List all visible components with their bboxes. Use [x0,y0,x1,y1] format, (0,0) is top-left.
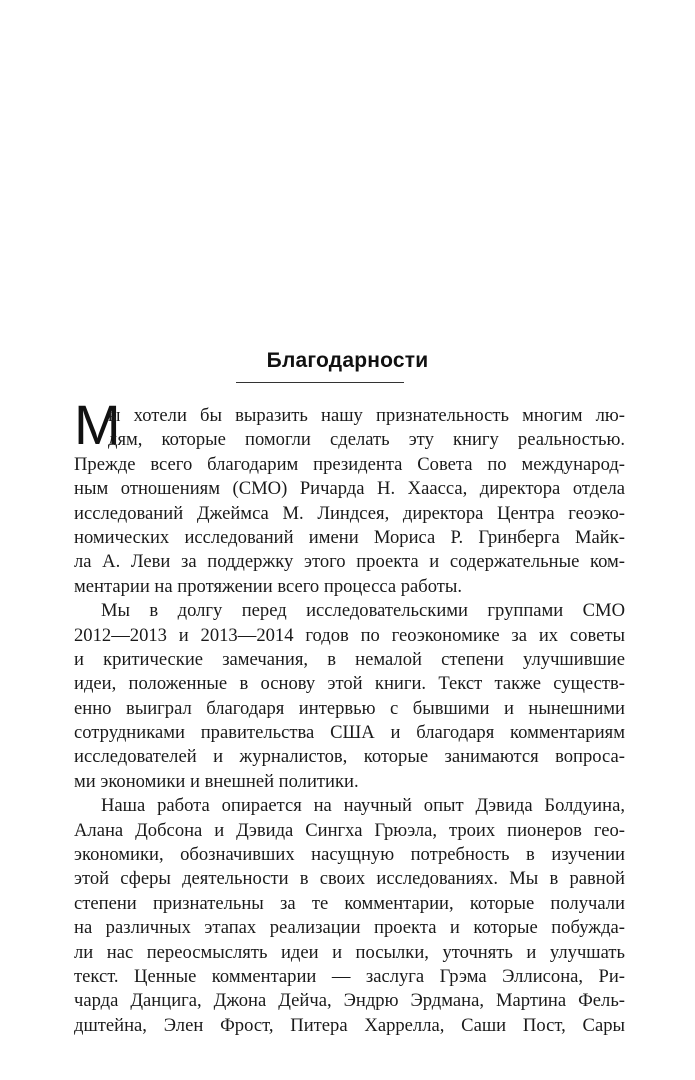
text-line: сотрудниками правительства США и благодаря комментариям [74,722,625,744]
text-line: Прежде всего благодарим президента Совета по международ- [74,453,625,475]
text-line: на различных этапах реализации проекта и которые побужда- [74,917,625,939]
text-line: Наша работа опирается на научный опыт Дэвида Болдуина, [101,795,625,817]
text-line: идеи, положенные в основу этой книги. Текст также существ- [74,673,625,695]
heading-underline [236,382,404,383]
text-line: Мы в долгу перед исследовательскими группами СМО [101,600,625,622]
text-line: дштейна, Элен Фрост, Питера Харрелла, Саши Пост, Сары [74,1014,625,1036]
text-line: текст. Ценные комментарии — заслуга Грэма Эллисона, Ри- [74,965,625,987]
text-line: ным отношениям (СМО) Ричарда Н. Хаасса, директора отдела [74,478,625,500]
text-line: номических исследований имени Мориса Р. Гринберга Майк- [74,526,625,548]
text-line: дям, которые помогли сделать эту книгу реальностью. [108,429,625,451]
text-line: чарда Данцига, Джона Дейча, Эндрю Эрдмана, Мартина Фель- [74,990,625,1012]
text-line: 2012—2013 и 2013—2014 годов по геоэкономике за их советы [74,624,625,646]
text-line: Алана Добсона и Дэвида Сингха Грюэла, троих пионеров гео- [74,819,625,841]
text-line: енно выиграл благодаря интервью с бывшими и нынешними [74,697,625,719]
text-line: ментарии на протяжении всего процесса работы. [74,575,463,597]
text-line: ла А. Леви за поддержку этого проекта и содержательные ком- [74,551,625,573]
drop-cap-letter: М [74,393,121,456]
text-line: исследований Джеймса М. Линдсея, директора Центра геоэко- [74,502,625,524]
text-line: и критические замечания, в немалой степени улучшившие [74,648,625,670]
text-line: ми экономики и внешней политики. [74,770,359,792]
text-line: этой сферы деятельности в своих исследованиях. Мы в равной [74,868,625,890]
body-text [74,404,625,1038]
text-line: степени признательны за те комментарии, которые получали [74,892,625,914]
text-line: исследователей и журналистов, которые занимаются вопроса- [74,746,625,768]
text-line: ли нас переосмыслять идеи и посылки, уточнять и улучшать [74,941,625,963]
chapter-heading: Благодарности [266,349,429,372]
text-line: экономики, обозначивших насущную потребность в изучении [74,844,625,866]
text-line: ы хотели бы выразить нашу признательность многим лю- [108,405,625,426]
